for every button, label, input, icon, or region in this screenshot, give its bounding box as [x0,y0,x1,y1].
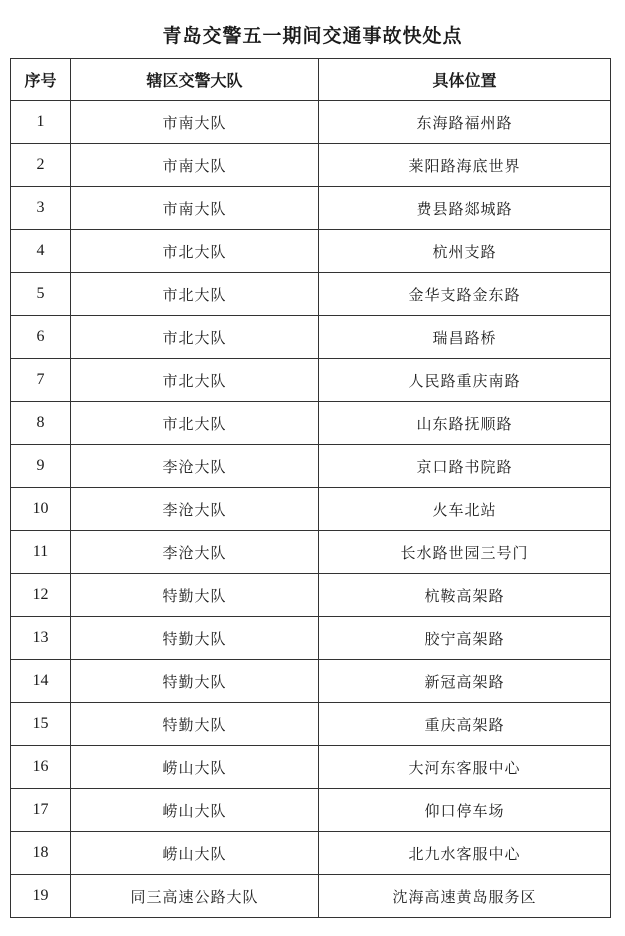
location-cell: 杭鞍高架路 [319,574,611,617]
police-unit-cell: 特勤大队 [71,660,319,703]
location-cell: 人民路重庆南路 [319,359,611,402]
police-unit-cell: 特勤大队 [71,574,319,617]
table-row [11,359,611,402]
table-row [11,703,611,746]
table-row [11,402,611,445]
serial-number-cell: 3 [11,187,71,230]
table-row [11,273,611,316]
police-unit-cell: 崂山大队 [71,789,319,832]
serial-number-cell: 9 [11,445,71,488]
location-cell: 杭州支路 [319,230,611,273]
page-title: 青岛交警五一期间交通事故快处点 [162,25,463,47]
location-cell: 京口路书院路 [319,445,611,488]
serial-number-cell: 18 [11,832,71,875]
serial-number-cell: 13 [11,617,71,660]
police-unit-cell: 市南大队 [71,101,319,144]
police-unit-cell: 市北大队 [71,230,319,273]
serial-number-cell: 10 [11,488,71,531]
serial-number-cell: 15 [11,703,71,746]
table-row [11,101,611,144]
location-cell: 沈海高速黄岛服务区 [319,875,611,918]
location-cell: 重庆高架路 [319,703,611,746]
location-cell: 新冠高架路 [319,660,611,703]
police-unit-cell: 特勤大队 [71,703,319,746]
police-unit-cell: 李沧大队 [71,445,319,488]
serial-number-cell: 5 [11,273,71,316]
police-unit-cell: 市南大队 [71,187,319,230]
serial-number-cell: 6 [11,316,71,359]
table-row [11,832,611,875]
location-cell: 瑞昌路桥 [319,316,611,359]
serial-number-cell: 16 [11,746,71,789]
table-row [11,789,611,832]
accident-points-table [10,58,611,918]
serial-number-cell: 14 [11,660,71,703]
police-unit-cell: 崂山大队 [71,746,319,789]
table-row [11,660,611,703]
location-cell: 费县路郯城路 [319,187,611,230]
table-row [11,445,611,488]
location-cell: 金华支路金东路 [319,273,611,316]
table-row [11,531,611,574]
police-unit-cell: 崂山大队 [71,832,319,875]
police-unit-cell: 特勤大队 [71,617,319,660]
table-row [11,617,611,660]
table-row [11,574,611,617]
police-unit-cell: 市南大队 [71,144,319,187]
table-row [11,488,611,531]
header-police-unit: 辖区交警大队 [71,59,319,101]
location-cell: 莱阳路海底世界 [319,144,611,187]
serial-number-cell: 4 [11,230,71,273]
serial-number-cell: 12 [11,574,71,617]
serial-number-cell: 11 [11,531,71,574]
table-header-row [11,59,611,101]
serial-number-cell: 8 [11,402,71,445]
police-unit-cell: 李沧大队 [71,488,319,531]
table-body [11,101,611,918]
location-cell: 大河东客服中心 [319,746,611,789]
serial-number-cell: 2 [11,144,71,187]
police-unit-cell: 同三高速公路大队 [71,875,319,918]
serial-number-cell: 7 [11,359,71,402]
table-row [11,316,611,359]
table-row [11,187,611,230]
table-row [11,230,611,273]
police-unit-cell: 市北大队 [71,402,319,445]
serial-number-cell: 19 [11,875,71,918]
header-serial-number: 序号 [11,59,71,101]
header-location: 具体位置 [319,59,611,101]
police-unit-cell: 市北大队 [71,273,319,316]
serial-number-cell: 1 [11,101,71,144]
location-cell: 仰口停车场 [319,789,611,832]
serial-number-cell: 17 [11,789,71,832]
location-cell: 火车北站 [319,488,611,531]
location-cell: 东海路福州路 [319,101,611,144]
location-cell: 山东路抚顺路 [319,402,611,445]
police-unit-cell: 李沧大队 [71,531,319,574]
police-unit-cell: 市北大队 [71,359,319,402]
table-row [11,875,611,918]
location-cell: 北九水客服中心 [319,832,611,875]
table-row [11,144,611,187]
police-unit-cell: 市北大队 [71,316,319,359]
table-row [11,746,611,789]
location-cell: 长水路世园三号门 [319,531,611,574]
location-cell: 胶宁高架路 [319,617,611,660]
